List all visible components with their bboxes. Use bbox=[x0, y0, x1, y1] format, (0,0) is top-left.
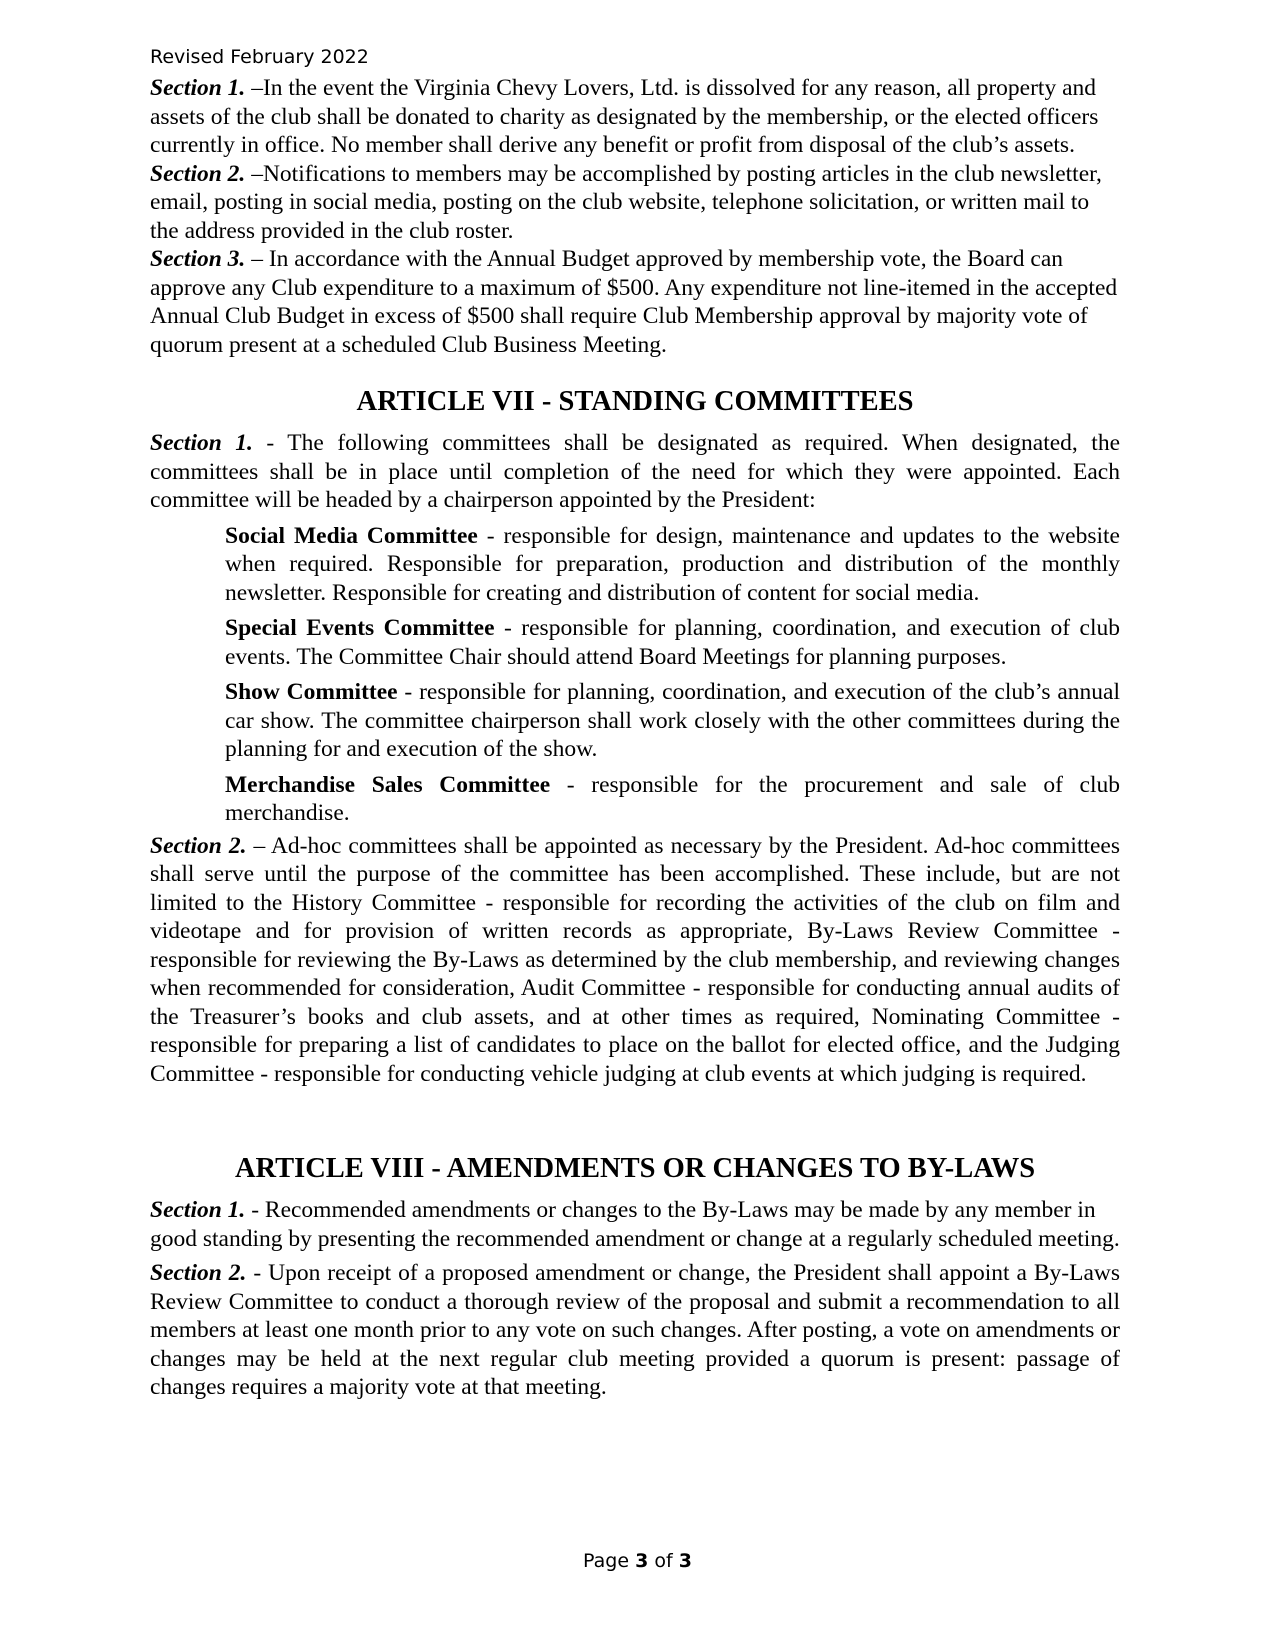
section-label: Section 1. bbox=[150, 75, 246, 101]
committee-text: - responsible for planning, coordination, and execution of the club’s annual car show. The committee chairperson shall work closely with the other committees during the planning for and execution of the show. bbox=[225, 679, 1120, 762]
article7-section-2 bbox=[150, 832, 1120, 1089]
section-text: – Ad-hoc committees shall be appointed as necessary by the President. Ad-hoc committees shall serve until the purpose of the committee has been accomplished. These include, but are not limited to the History Committee - responsible for recording the activities of the club on film and videotape and for provision of written records as appropriate, By-Laws Review Committee - responsible for reviewing the By-Laws as determined by the club membership, and reviewing changes when recommended for consideration, Audit Committee - responsible for conducting annual audits of the Treasurer’s books and club assets, and at other times as required, Nominating Committee - responsible for preparing a list of candidates to place on the ballot for elected office, and the Judging Committee - responsible for conducting vehicle judging at club events at which judging is required. bbox=[150, 832, 1121, 1087]
committee-text: - responsible for planning, coordination, and execution of club events. The Committee Chair should attend Board Meetings for planning purposes. bbox=[225, 615, 1121, 670]
section-text: - The following committees shall be designated as required. When designated, the committees shall be in place until completion of the need for which they were appointed. Each committee will be headed by a chairperson appointed by the President: bbox=[150, 430, 1120, 513]
committee-special-events bbox=[225, 614, 1120, 671]
section-label: Section 1. bbox=[150, 1197, 246, 1223]
committee-merchandise-sales bbox=[225, 771, 1120, 828]
page-number: Page 3 of 3 bbox=[583, 1550, 692, 1572]
article7-heading: ARTICLE VII - STANDING COMMITTEES bbox=[356, 386, 914, 417]
committee-name: Special Events Committee bbox=[225, 615, 495, 641]
article6-section-2 bbox=[150, 160, 1120, 246]
section-label: Section 1. bbox=[150, 430, 253, 456]
spacer bbox=[150, 1088, 1120, 1152]
committee-text: - responsible for the procurement and sale of club merchandise. bbox=[225, 771, 1120, 826]
current-page: 3 bbox=[635, 1550, 649, 1572]
committee-name: Merchandise Sales Committee bbox=[225, 771, 551, 798]
article7-section-1 bbox=[150, 429, 1120, 515]
committee-name: Show Committee bbox=[225, 679, 398, 705]
section-text: –In the event the Virginia Chevy Lovers, Ltd. is dissolved for any reason, all property and assets of the club shall be donated to charity as designated by the membership, or the elected officers currently in office. No member shall derive any benefit or profit from disposal of the club’s assets. bbox=[150, 75, 1099, 158]
total-pages: 3 bbox=[678, 1550, 692, 1572]
article8-section-2 bbox=[150, 1259, 1120, 1402]
committee-show bbox=[225, 678, 1120, 764]
document-body bbox=[150, 74, 1120, 1402]
section-text: - Upon receipt of a proposed amendment or change, the President shall appoint a By-Laws Review Committee to conduct a thorough review of the proposal and submit a recommendation to all members at least one month prior to any vote on such changes. After posting, a vote on amendments or changes may be held at the next regular club meeting provided a quorum is present: passage of changes requires a majority vote at that meeting. bbox=[150, 1260, 1121, 1400]
committee-social-media bbox=[225, 522, 1120, 608]
article8-section-1 bbox=[150, 1196, 1120, 1253]
article8-heading: ARTICLE VIII - AMENDMENTS OR CHANGES TO BY-LAWS bbox=[234, 1153, 1036, 1184]
section-label: Section 2. bbox=[150, 832, 247, 859]
committee-name: Social Media Committee bbox=[225, 522, 478, 549]
section-text: - Recommended amendments or changes to the By-Laws may be made by any member in good standing by presenting the recommended amendment or change at a regularly scheduled meeting. bbox=[150, 1197, 1120, 1252]
revision-note: Revised February 2022 bbox=[150, 46, 369, 68]
section-label: Section 3. bbox=[150, 246, 246, 272]
article6-section-3 bbox=[150, 245, 1120, 359]
section-text: –Notifications to members may be accomplished by posting articles in the club newsletter, email, posting in social media, posting on the club website, telephone solicitation, or written mail to the address provided in the club roster. bbox=[150, 160, 1102, 244]
committee-text: - responsible for design, maintenance and updates to the website when required. Responsible for preparation, production and distribution of the monthly newsletter. Responsible for creating and distribution of content for social media. bbox=[225, 522, 1120, 606]
section-text: – In accordance with the Annual Budget approved by membership vote, the Board can approve any Club expenditure to a maximum of $500. Any expenditure not line-itemed in the accepted Annual Club Budget in excess of $500 shall require Club Membership approval by majority vote of quorum present at a scheduled Club Business Meeting. bbox=[150, 246, 1118, 358]
section-label: Section 2. bbox=[150, 1260, 247, 1286]
section-label: Section 2. bbox=[150, 160, 246, 187]
article6-section-1 bbox=[150, 74, 1120, 160]
